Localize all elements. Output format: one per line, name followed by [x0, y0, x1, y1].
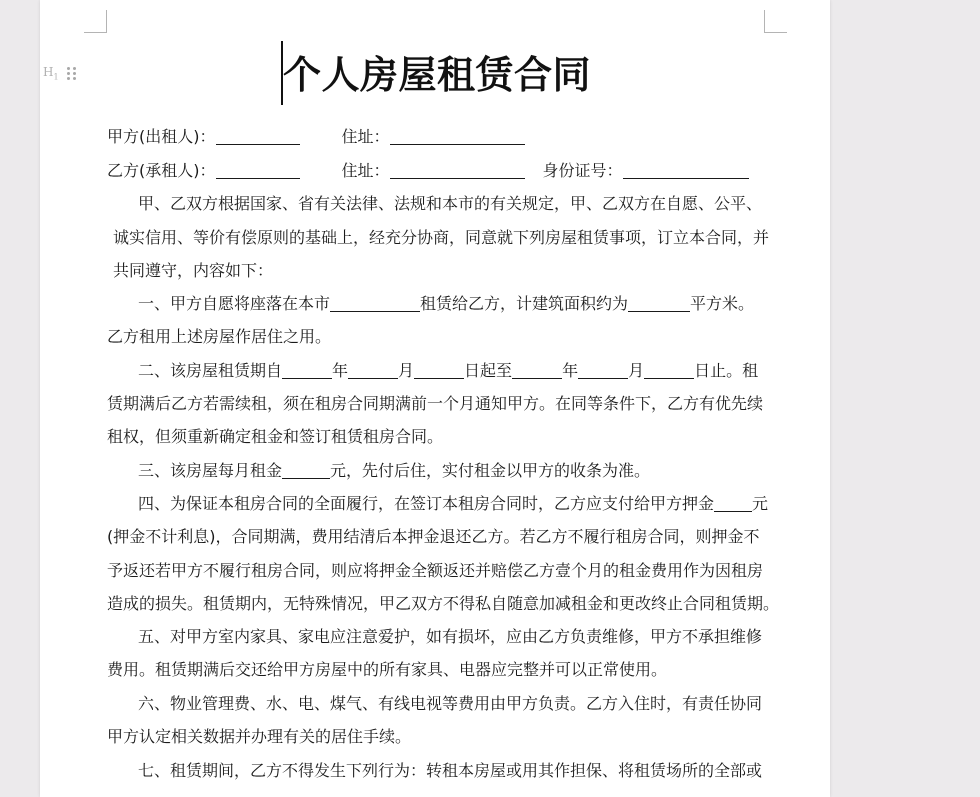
- clause-6-line-1[interactable]: 六、物业管理费、水、电、煤气、有线电视等费用由甲方负责。乙方入住时，有责任协同: [138, 694, 763, 713]
- clause-1-line-2[interactable]: 乙方租用上述房屋作居住之用。: [107, 327, 332, 346]
- preamble-line-2[interactable]: 诚实信用、等价有偿原则的基础上，经充分协商，同意就下列房屋租赁事项，订立本合同，并: [113, 228, 770, 247]
- clause-4-line-4[interactable]: 造成的损失。租赁期内，无特殊情况，甲乙双方不得私自随意加减租金和更改终止合同租赁期。: [107, 594, 780, 613]
- end-month-blank[interactable]: [578, 361, 628, 379]
- document-title[interactable]: 个人房屋租赁合同: [282, 53, 591, 97]
- clause-1-location-blank[interactable]: [330, 294, 420, 312]
- clause-4-line-3[interactable]: 予返还若甲方不履行租房合同，则应将押金全额返还并赔偿乙方壹个月的租金费用作为因租房: [107, 561, 764, 580]
- party-b-name-blank[interactable]: [216, 161, 300, 179]
- start-month-blank[interactable]: [348, 361, 398, 379]
- clause-1-area-blank[interactable]: [628, 294, 690, 312]
- clause-3-line-1[interactable]: 三、该房屋每月租金 元，先付后住，实付租金以甲方的收条为准。: [138, 461, 651, 480]
- clause-6-line-2[interactable]: 甲方认定相关数据并办理有关的居住手续。: [107, 727, 412, 746]
- clause-4-line-2[interactable]: (押金不计利息)，合同期满，费用结清后本押金退还乙方。若乙方不履行租房合同，则押金不: [107, 527, 760, 546]
- party-b-line[interactable]: 乙方(承租人)： 住址： 身份证号：: [107, 161, 749, 181]
- document-page: [40, 0, 830, 797]
- clause-5-line-2[interactable]: 费用。租赁期满后交还给甲方房屋中的所有家具、电器应完整并可以正常使用。: [107, 660, 668, 679]
- clause-4-line-1[interactable]: 四、为保证本租房合同的全面履行，在签订本租房合同时，乙方应支付给甲方押金 元: [138, 494, 769, 513]
- party-b-id-blank[interactable]: [623, 161, 749, 179]
- party-a-address-blank[interactable]: [390, 127, 525, 145]
- monthly-rent-blank[interactable]: [282, 461, 330, 479]
- clause-5-line-1[interactable]: 五、对甲方室内家具、家电应注意爱护，如有损坏，应由乙方负责维修，甲方不承担维修: [138, 627, 763, 646]
- party-a-name-blank[interactable]: [216, 127, 300, 145]
- clause-2-line-2[interactable]: 赁期满后乙方若需续租，须在租房合同期满前一个月通知甲方。在同等条件下，乙方有优先续: [107, 394, 764, 413]
- margin-corner-top-left: [84, 10, 107, 33]
- clause-7-line-1[interactable]: 七、租赁期间，乙方不得发生下列行为：转租本房屋或用其作担保、将租赁场所的全部或: [138, 761, 763, 780]
- preamble-line-3[interactable]: 共同遵守，内容如下：: [113, 261, 274, 280]
- start-day-blank[interactable]: [414, 361, 464, 379]
- preamble-line-1[interactable]: 甲、乙双方根据国家、省有关法律、法规和本市的有关规定，甲、乙双方在自愿、公平、: [138, 194, 763, 213]
- party-a-line[interactable]: 甲方(出租人)： 住址：: [107, 127, 525, 147]
- deposit-blank[interactable]: [714, 494, 752, 512]
- margin-corner-top-right: [764, 10, 787, 33]
- clause-2-line-3[interactable]: 租权，但须重新确定租金和签订租赁租房合同。: [107, 427, 444, 446]
- clause-1-line-1[interactable]: 一、甲方自愿将座落在本市 租赁给乙方，计建筑面积约为 平方米。: [138, 294, 755, 313]
- heading-h1-icon: $H_1$: [43, 64, 59, 82]
- party-b-address-blank[interactable]: [390, 161, 525, 179]
- clause-2-line-1[interactable]: 二、该房屋租赁期自 年 月 日起至 年 月 日止。租: [138, 361, 759, 380]
- start-year-blank[interactable]: [282, 361, 332, 379]
- end-year-blank[interactable]: [512, 361, 562, 379]
- end-day-blank[interactable]: [644, 361, 694, 379]
